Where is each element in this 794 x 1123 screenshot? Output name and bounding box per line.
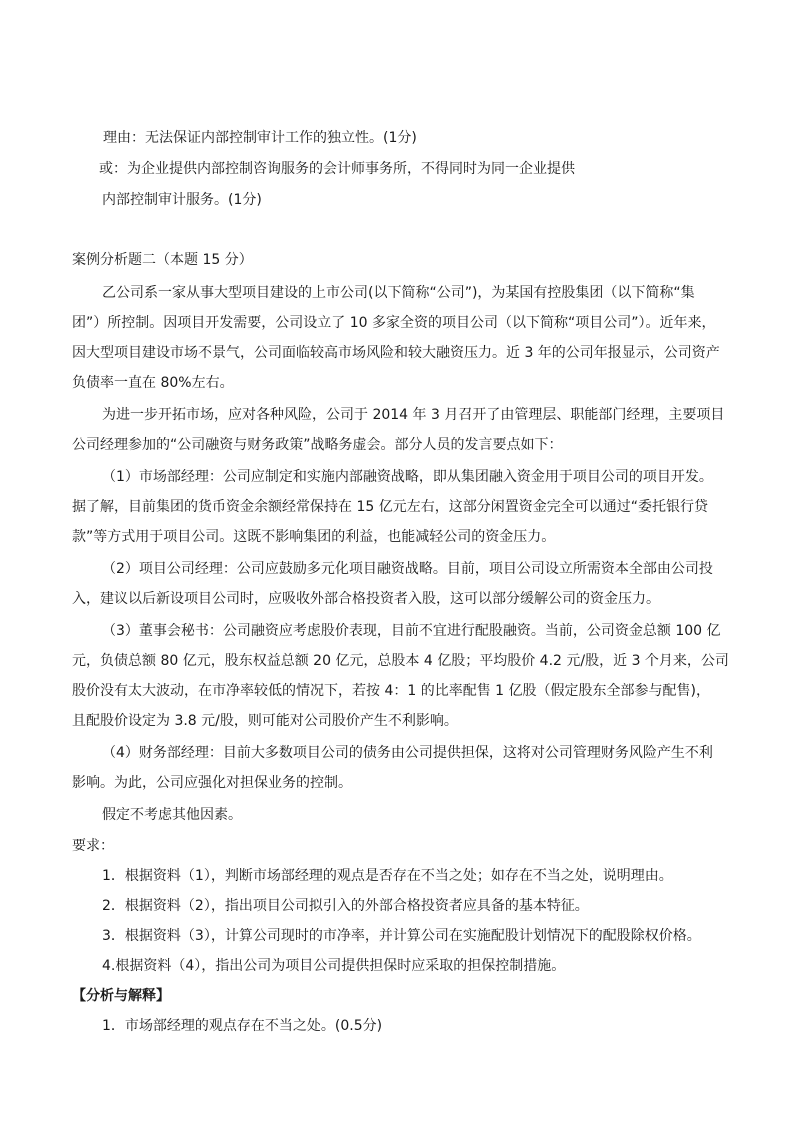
point1-line-3: 款”等方式用于项目公司。这既不影响集团的利益，也能减轻公司的资金压力。 <box>72 529 556 545</box>
assumption-line: 假定不考虑其他因素。 <box>102 807 242 823</box>
case-title: 案例分析题二（本题 15 分） <box>72 252 253 268</box>
point3-line-2: 元，负债总额 80 亿元，股东权益总额 20 亿元，总股本 4 亿股；平均股价 4.2 元/股，近 3 个月来，公司 <box>72 653 729 669</box>
point2-line-1: （2）项目公司经理：公司应鼓励多元化项目融资战略。目前，项目公司设立所需资本全部由公司投 <box>102 561 713 577</box>
requirement-4: 4.根据资料（4），指出公司为项目公司提供担保时应采取的担保控制措施。 <box>102 958 566 974</box>
intro-line-4: 负债率一直在 80%左右。 <box>72 375 234 391</box>
intro-line-1: 乙公司系一家从事大型项目建设的上市公司(以下简称“公司”)，为某国有控股集团（以下简称“集 <box>102 285 695 301</box>
analysis-title: 【分析与解释】 <box>72 988 170 1004</box>
point3-line-3: 股价没有太大波动，在市净率较低的情况下，若按 4：1 的比率配售 1 亿股（假定股东全部参与配售)， <box>72 683 710 699</box>
intro-line-3: 因大型项目建设市场不景气，公司面临较高市场风险和较大融资压力。近 3 年的公司年报显示，公司资产 <box>72 345 720 361</box>
requirement-2: 2．根据资料（2），指出项目公司拟引入的外部合格投资者应具备的基本特征。 <box>102 898 589 914</box>
meeting-line-1: 为进一步开拓市场，应对各种风险，公司于 2014 年 3 月召开了由管理层、职能部门经理，主要项目 <box>102 407 725 423</box>
point1-line-2: 据了解，目前集团的货币资金余额经常保持在 15 亿元左右，这部分闲置资金完全可以通过“委托银行贷 <box>72 499 708 515</box>
requirements-title: 要求： <box>72 838 114 854</box>
analysis-line-1: 1．市场部经理的观点存在不当之处。(0.5分) <box>102 1018 383 1034</box>
requirement-3: 3．根据资料（3），计算公司现时的市净率，并计算公司在实施配股计划情况下的配股除权价格。 <box>102 928 701 944</box>
reason-line: 理由：无法保证内部控制审计工作的独立性。(1分) <box>103 130 417 146</box>
alternative-answer-line-1: 或：为企业提供内部控制咨询服务的会计师事务所，不得同时为同一企业提供 <box>99 161 575 177</box>
point2-line-2: 入，建议以后新设项目公司时，应吸收外部合格投资者入股，这可以部分缓解公司的资金压力。 <box>72 591 660 607</box>
point3-line-1: （3）董事会秘书：公司融资应考虑股价表现，目前不宜进行配股融资。当前，公司资金总额 100 亿 <box>102 623 721 639</box>
intro-line-2: 团”）所控制。因项目开发需要，公司设立了 10 多家全资的项目公司（以下简称“项目公司”）。近年来， <box>72 315 716 331</box>
point3-line-4: 且配股价设定为 3.8 元/股，则可能对公司股价产生不利影响。 <box>72 713 458 729</box>
alternative-answer-line-2: 内部控制审计服务。(1分) <box>102 192 262 208</box>
meeting-line-2: 公司经理参加的“公司融资与财务政策”战略务虚会。部分人员的发言要点如下： <box>72 437 563 453</box>
requirement-1: 1．根据资料（1），判断市场部经理的观点是否存在不当之处；如存在不当之处，说明理由。 <box>102 868 673 884</box>
point4-line-2: 影响。为此，公司应强化对担保业务的控制。 <box>72 775 352 791</box>
point1-line-1: （1）市场部经理：公司应制定和实施内部融资战略，即从集团融入资金用于项目公司的项目开发。 <box>102 469 713 485</box>
point4-line-1: （4）财务部经理：目前大多数项目公司的债务由公司提供担保，这将对公司管理财务风险产生不利 <box>102 745 713 761</box>
